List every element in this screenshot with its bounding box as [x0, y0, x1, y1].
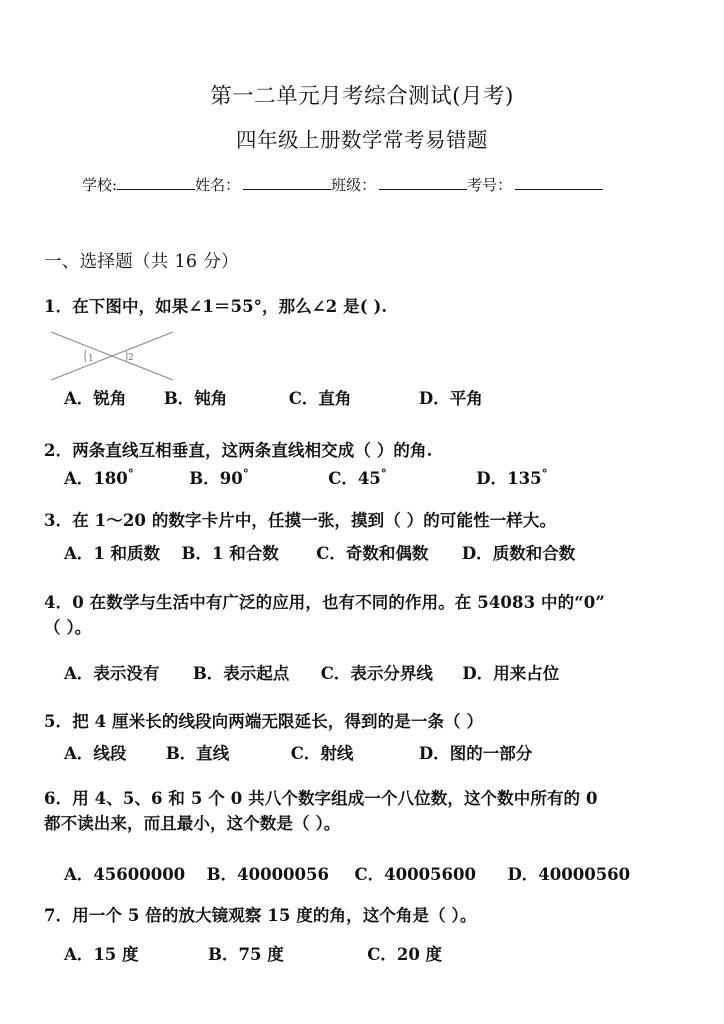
document-title-block: [0, 82, 724, 155]
question-7-option-c-key: C．: [367, 945, 397, 964]
degree-symbol-icon: °: [127, 466, 134, 481]
question-5-option-d-key: D．: [418, 744, 450, 763]
question-3-option-b-key: B．: [181, 544, 212, 563]
name-label: 姓名：: [195, 176, 241, 194]
question-7-number: 7．: [44, 906, 73, 925]
question-4-number: 4．: [44, 593, 73, 612]
question-6: [44, 786, 684, 836]
degree-symbol-icon: °: [380, 466, 387, 481]
question-3-number: 3．: [44, 511, 73, 530]
exam-number-input-blank[interactable]: [515, 176, 603, 190]
question-3: [44, 508, 684, 533]
question-5-options: [64, 741, 532, 766]
question-6-option-d[interactable]: [507, 862, 630, 887]
question-4-option-d[interactable]: [462, 661, 559, 686]
question-4-option-a-text: 表示没有: [93, 664, 160, 683]
question-6-text: 用 4、5、6 和 5 个 0 共八个数字组成一个八位数，这个数中所有的 0: [72, 789, 598, 808]
question-4-option-c-key: C．: [320, 664, 351, 683]
question-7-option-b[interactable]: [208, 942, 284, 967]
question-3-option-b[interactable]: [182, 541, 279, 566]
question-4-option-c-text: 表示分界线: [350, 664, 433, 683]
question-3-text: 在 1～20 的数字卡片中，任摸一张，摸到（ ）的可能性一样大。: [72, 511, 557, 530]
question-2-option-d-key: D．: [476, 469, 508, 488]
question-7-option-a-key: A．: [64, 945, 94, 964]
page-subtitle: 四年级上册数学常考易错题: [236, 128, 488, 152]
question-1-option-c-text: 直角: [318, 389, 352, 408]
question-6-option-c-text: 40005600: [384, 865, 476, 884]
question-1-option-a-text: 锐角: [93, 389, 127, 408]
question-2-option-d[interactable]: [476, 466, 547, 491]
question-7-option-c[interactable]: [367, 942, 442, 967]
question-2-options: [64, 466, 548, 491]
question-4-option-b-key: B．: [192, 664, 224, 683]
question-7-option-a[interactable]: [64, 942, 139, 967]
question-3-options: [64, 541, 575, 566]
question-1-option-d-key: D．: [418, 389, 450, 408]
exam-number-label: 考号：: [467, 176, 513, 194]
question-5-option-d-text: 图的一部分: [449, 744, 533, 763]
question-3-option-c-key: C．: [316, 544, 346, 563]
school-label: 学校:: [82, 176, 118, 194]
question-1-option-c-key: C．: [288, 389, 319, 408]
question-2: [44, 438, 684, 463]
question-4-text-line2: （ ）。: [44, 618, 92, 637]
question-5-option-b[interactable]: [166, 741, 229, 766]
question-2-option-a-key: A．: [64, 469, 94, 488]
question-4-option-c[interactable]: [321, 661, 433, 686]
question-2-option-b[interactable]: [189, 466, 248, 491]
question-6-option-c-key: C．: [354, 865, 385, 884]
question-2-option-a-text: 180: [93, 469, 128, 488]
question-4-option-a[interactable]: [64, 661, 159, 686]
question-5-option-b-key: B．: [165, 744, 197, 763]
question-5-option-c-key: C．: [290, 744, 321, 763]
question-5-option-a-text: 线段: [93, 744, 127, 763]
question-2-option-c-text: 45: [357, 469, 381, 488]
question-7: [44, 903, 684, 928]
question-3-option-c[interactable]: [316, 541, 428, 566]
question-4-option-b-text: 表示起点: [223, 664, 290, 683]
question-1-option-a-key: A．: [64, 389, 94, 408]
question-5-option-c-text: 射线: [320, 744, 354, 763]
name-input-blank[interactable]: [243, 176, 331, 190]
question-2-option-b-text: 90: [219, 469, 243, 488]
question-4: [44, 590, 684, 640]
question-4-option-d-key: D．: [462, 664, 494, 683]
question-6-option-d-key: D．: [507, 865, 539, 884]
question-1-option-a[interactable]: [64, 386, 126, 411]
school-input-blank[interactable]: [117, 176, 195, 190]
crossing-lines-angle-figure: [48, 328, 176, 384]
question-2-option-c-key: C．: [328, 469, 358, 488]
question-4-option-b[interactable]: [193, 661, 289, 686]
question-4-option-d-text: 用来占位: [493, 664, 560, 683]
question-2-option-a[interactable]: [64, 466, 134, 491]
question-5-option-a-key: A．: [64, 744, 94, 763]
question-4-option-a-key: A．: [64, 664, 94, 683]
question-6-text-line2: 都不读出来，而且最小，这个数是（ ）。: [44, 814, 341, 833]
question-5-option-a[interactable]: [64, 741, 126, 766]
question-2-number: 2．: [44, 441, 73, 460]
class-label: 班级：: [331, 176, 377, 194]
question-7-options: [64, 942, 442, 967]
question-1-option-d-text: 平角: [449, 389, 483, 408]
question-5-option-b-text: 直线: [196, 744, 230, 763]
question-6-option-b-key: B．: [206, 865, 238, 884]
question-5-option-d[interactable]: [419, 741, 532, 766]
question-5-text: 把 4 厘米长的线段向两端无限延长，得到的是一条（ ）: [72, 712, 484, 731]
question-4-text: 0 在数学与生活中有广泛的应用，也有不同的作用。在 54083 中的“0”: [72, 593, 605, 612]
question-1-option-d[interactable]: [419, 386, 483, 411]
student-info-line: [82, 174, 682, 196]
question-6-option-d-text: 40000560: [538, 865, 631, 884]
question-2-text: 两条直线互相垂直，这两条直线相交成（ ）的角.: [72, 441, 433, 460]
question-5-option-c[interactable]: [291, 741, 354, 766]
class-input-blank[interactable]: [379, 176, 467, 190]
question-3-option-d[interactable]: [462, 541, 575, 566]
question-2-option-d-text: 135: [507, 469, 542, 488]
angle-2-label: 2: [128, 353, 134, 363]
angle-1-label: 1: [88, 354, 94, 364]
question-5: [44, 709, 684, 734]
question-7-option-a-text: 15 度: [93, 945, 139, 964]
question-1-option-b-key: B．: [163, 389, 195, 408]
question-6-option-c[interactable]: [354, 862, 476, 887]
question-6-option-a[interactable]: [64, 862, 185, 887]
question-1-option-b-text: 钝角: [194, 389, 228, 408]
question-4-options: [64, 661, 559, 686]
question-1-number: 1．: [44, 297, 73, 316]
question-6-option-a-key: A．: [64, 865, 94, 884]
question-3-option-d-key: D．: [461, 544, 493, 563]
question-2-option-c[interactable]: [328, 466, 387, 491]
question-7-option-b-text: 75 度: [238, 945, 284, 964]
question-3-option-d-text: 质数和合数: [492, 544, 576, 563]
question-3-option-a[interactable]: [64, 541, 160, 566]
question-1: [44, 294, 684, 319]
question-7-option-b-key: B．: [208, 945, 239, 964]
question-1-option-b[interactable]: [164, 386, 227, 411]
question-3-option-a-text: 1 和质数: [93, 544, 161, 563]
page-title: 第一二单元月考综合测试(月考): [210, 84, 514, 109]
question-3-option-b-text: 1 和合数: [212, 544, 279, 563]
question-7-option-c-text: 20 度: [396, 945, 443, 964]
question-6-options: [64, 862, 630, 887]
question-3-option-c-text: 奇数和偶数: [345, 544, 429, 563]
degree-symbol-icon: °: [541, 466, 548, 481]
question-1-option-c[interactable]: [289, 386, 352, 411]
question-6-option-b-text: 40000056: [237, 865, 329, 884]
question-2-option-b-key: B．: [189, 469, 220, 488]
question-5-number: 5．: [44, 712, 73, 731]
question-6-option-a-text: 45600000: [93, 865, 186, 884]
degree-symbol-icon: °: [242, 466, 249, 481]
section-heading-multiple-choice: 一、选择题（共 16 分）: [44, 252, 239, 272]
question-3-option-a-key: A．: [64, 544, 94, 563]
question-6-option-b[interactable]: [207, 862, 329, 887]
question-1-options: [64, 386, 483, 411]
question-7-text: 用一个 5 倍的放大镜观察 15 度的角，这个角是（ ）。: [72, 906, 477, 925]
question-6-number: 6．: [44, 789, 73, 808]
question-1-text: 在下图中，如果∠1＝55°，那么∠2 是( ).: [72, 297, 388, 316]
